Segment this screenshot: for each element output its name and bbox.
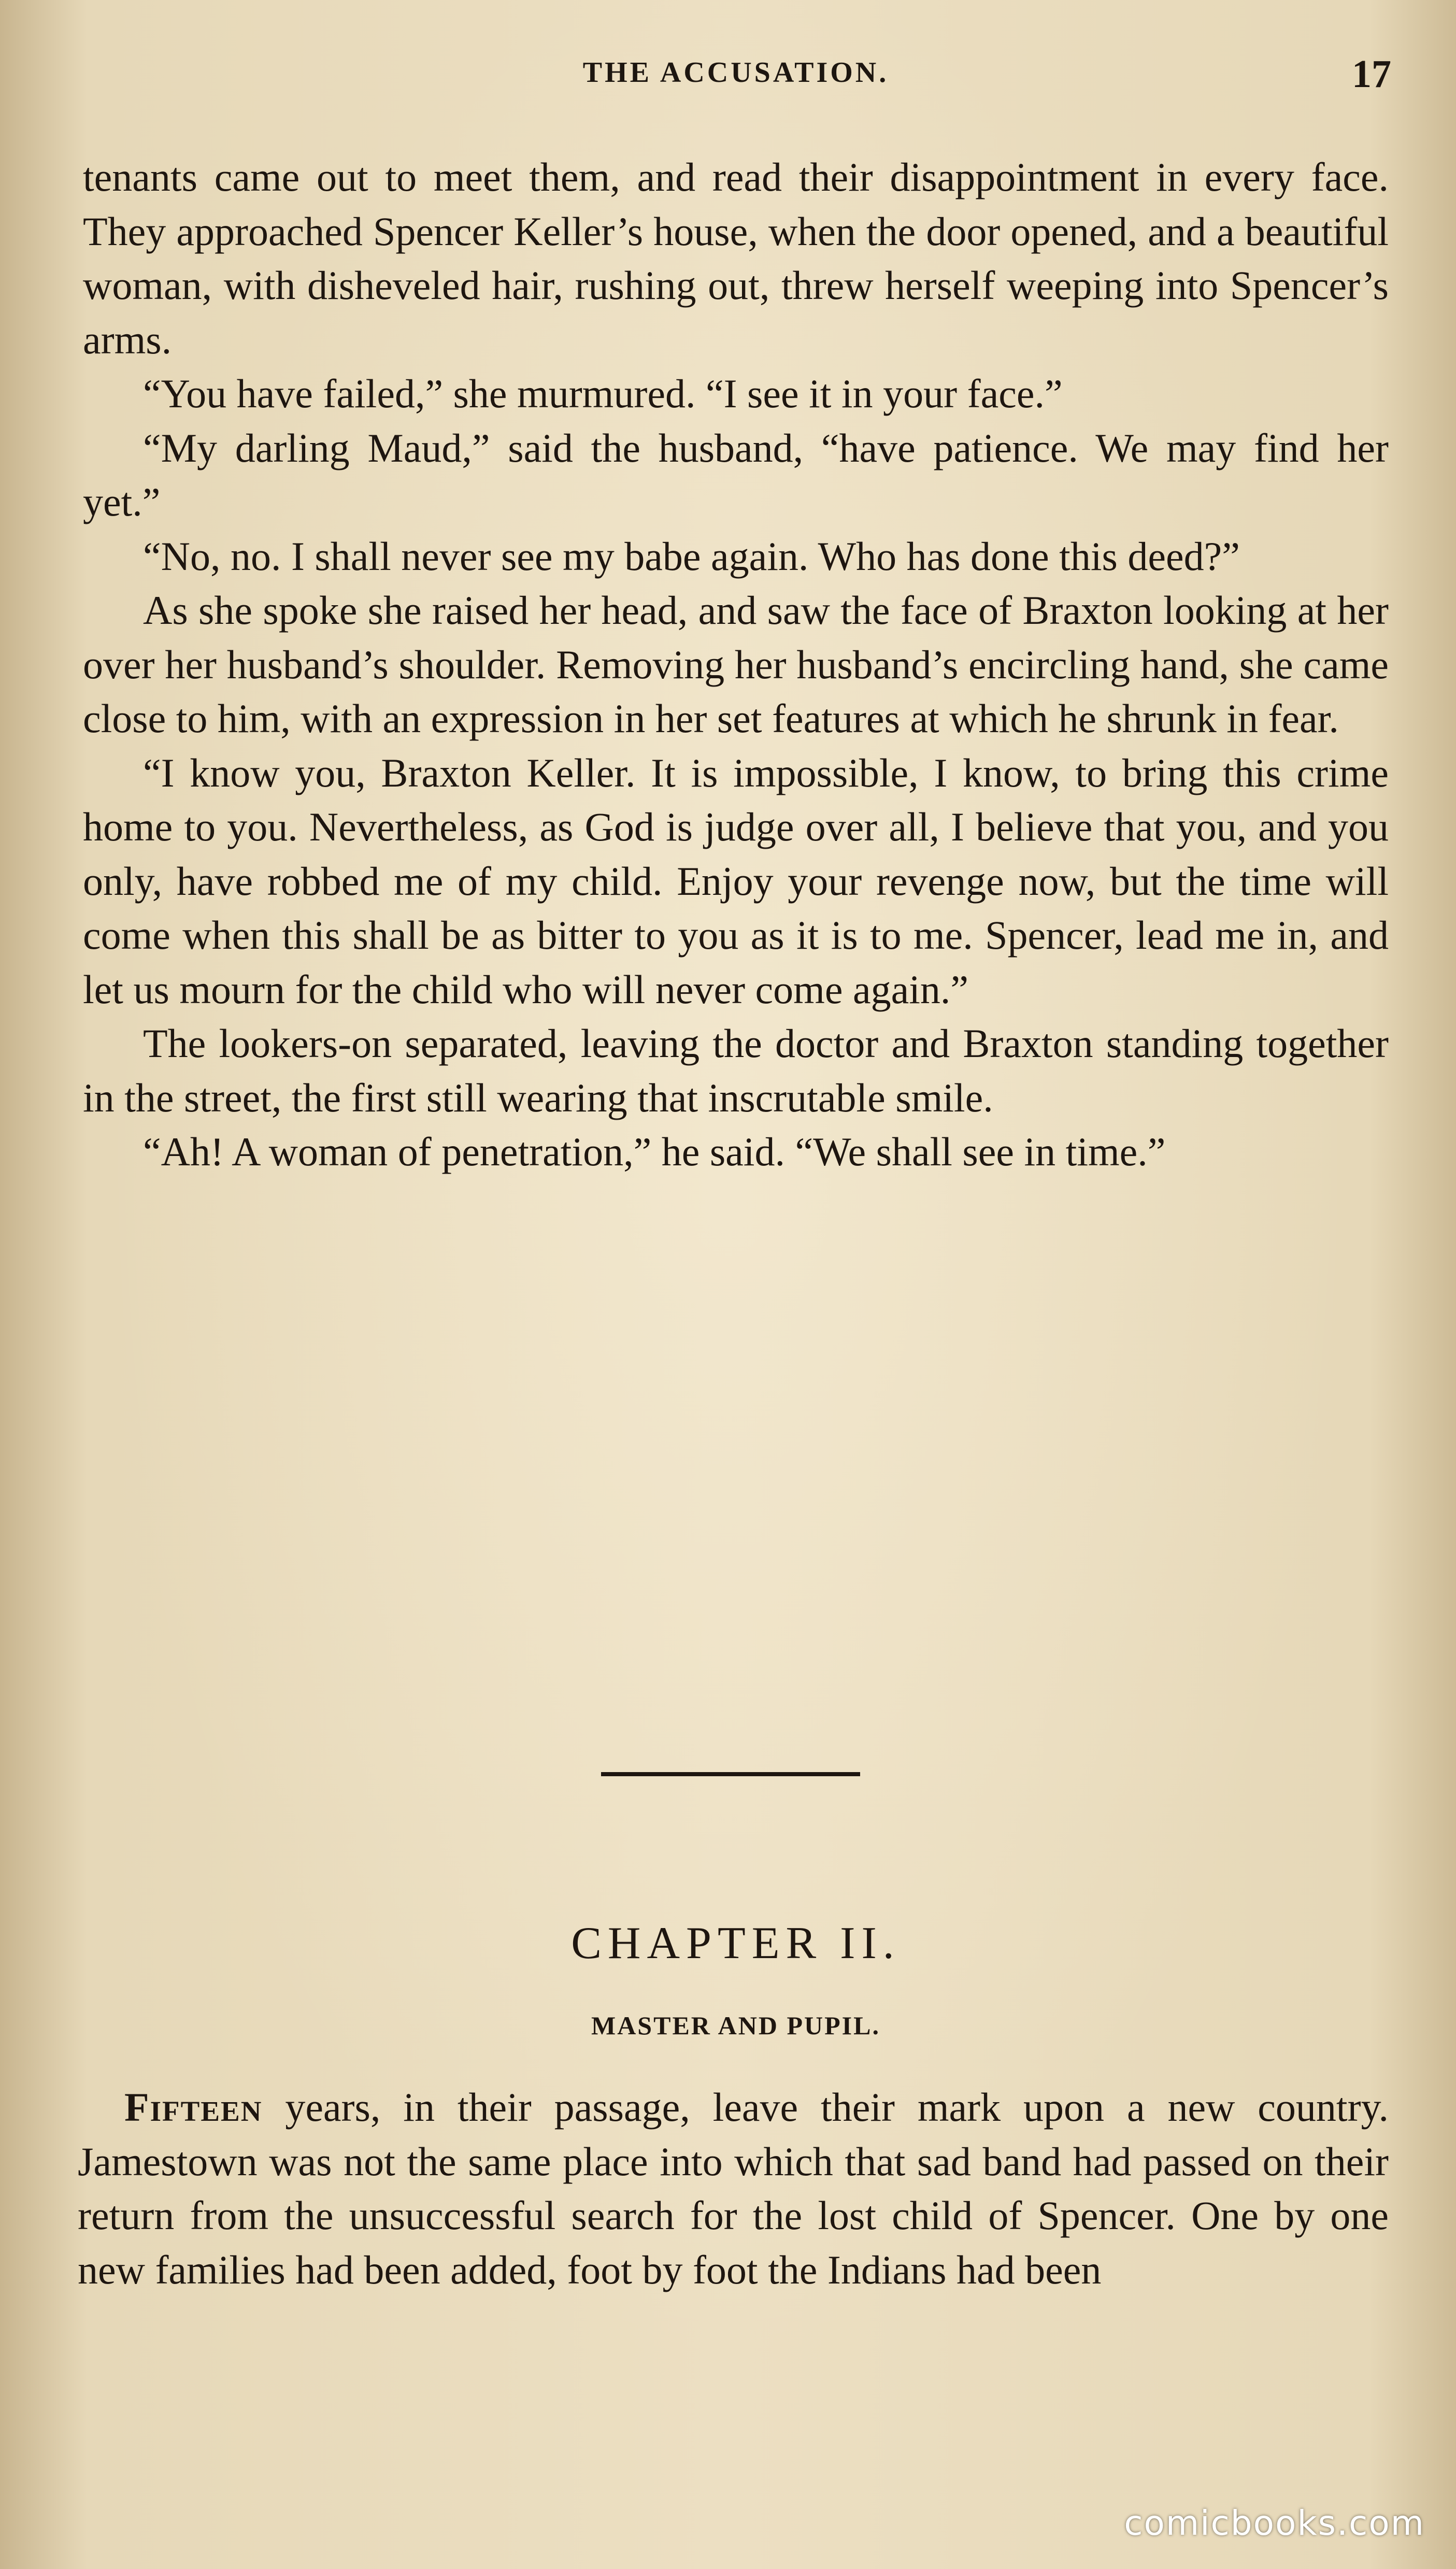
running-head: THE ACCUSATION.: [582, 56, 889, 89]
paragraph: “Ah! A woman of penetration,” he said. “We shall see in time.”: [143, 1129, 1166, 1174]
paragraph: tenants came out to meet them, and read their disappointment in every face. They approached Spencer Keller’s house, when the door opened, and a beautiful woman, with disheveled hair, rushing out, threw herself weeping into Spencer’s arms.: [83, 154, 1389, 362]
section-divider: [601, 1772, 860, 1776]
paragraph: “No, no. I shall never see my babe again. Who has done this deed?”: [143, 533, 1240, 579]
paragraph: As she spoke she raised her head, and saw the face of Braxton looking at her over her husband’s shoulder. Removing her husband’s encircling hand, she came close to him, with an expression in her set features at which he shrunk in fear.: [83, 588, 1389, 741]
chapter-lead-word: Fifteen: [124, 2085, 263, 2130]
paragraph: “My darling Maud,” said the husband, “have patience. We may find her yet.”: [83, 425, 1389, 524]
paragraph: [78, 2080, 1389, 2297]
paragraph: “You have failed,” she murmured. “I see it in your face.”: [143, 371, 1063, 416]
chapter-opening-text: years, in their passage, leave their mark upon a new country. Jamestown was not the same place into which that sad band had passed on their return from the unsuccessful search for the lost child of Spencer. One by one new families had been added, foot by foot the Indians had been: [78, 2085, 1389, 2292]
chapter-two-text: [78, 2080, 1389, 2297]
chapter-one-text: [83, 150, 1389, 1179]
paragraph: The lookers-on separated, leaving the doctor and Braxton standing together in the street, the first still wearing that inscrutable smile.: [83, 1021, 1389, 1120]
chapter-subtitle: MASTER AND PUPIL.: [591, 2011, 880, 2040]
page-number: 17: [1352, 52, 1391, 96]
chapter-title: CHAPTER II.: [571, 1918, 901, 1968]
paragraph: “I know you, Braxton Keller. It is impossible, I know, to bring this crime home to you. Nevertheless, as God is judge over all, I believe that you, and you only, have robbed me of my child. Enjoy your revenge now, but the time will come when this shall be as bitter to you as it is to me. Spencer, lead me in, and let us mourn for the child who will never come again.”: [83, 750, 1389, 1012]
watermark: comicbooks.com: [1124, 2503, 1425, 2543]
page-header: [83, 52, 1391, 96]
